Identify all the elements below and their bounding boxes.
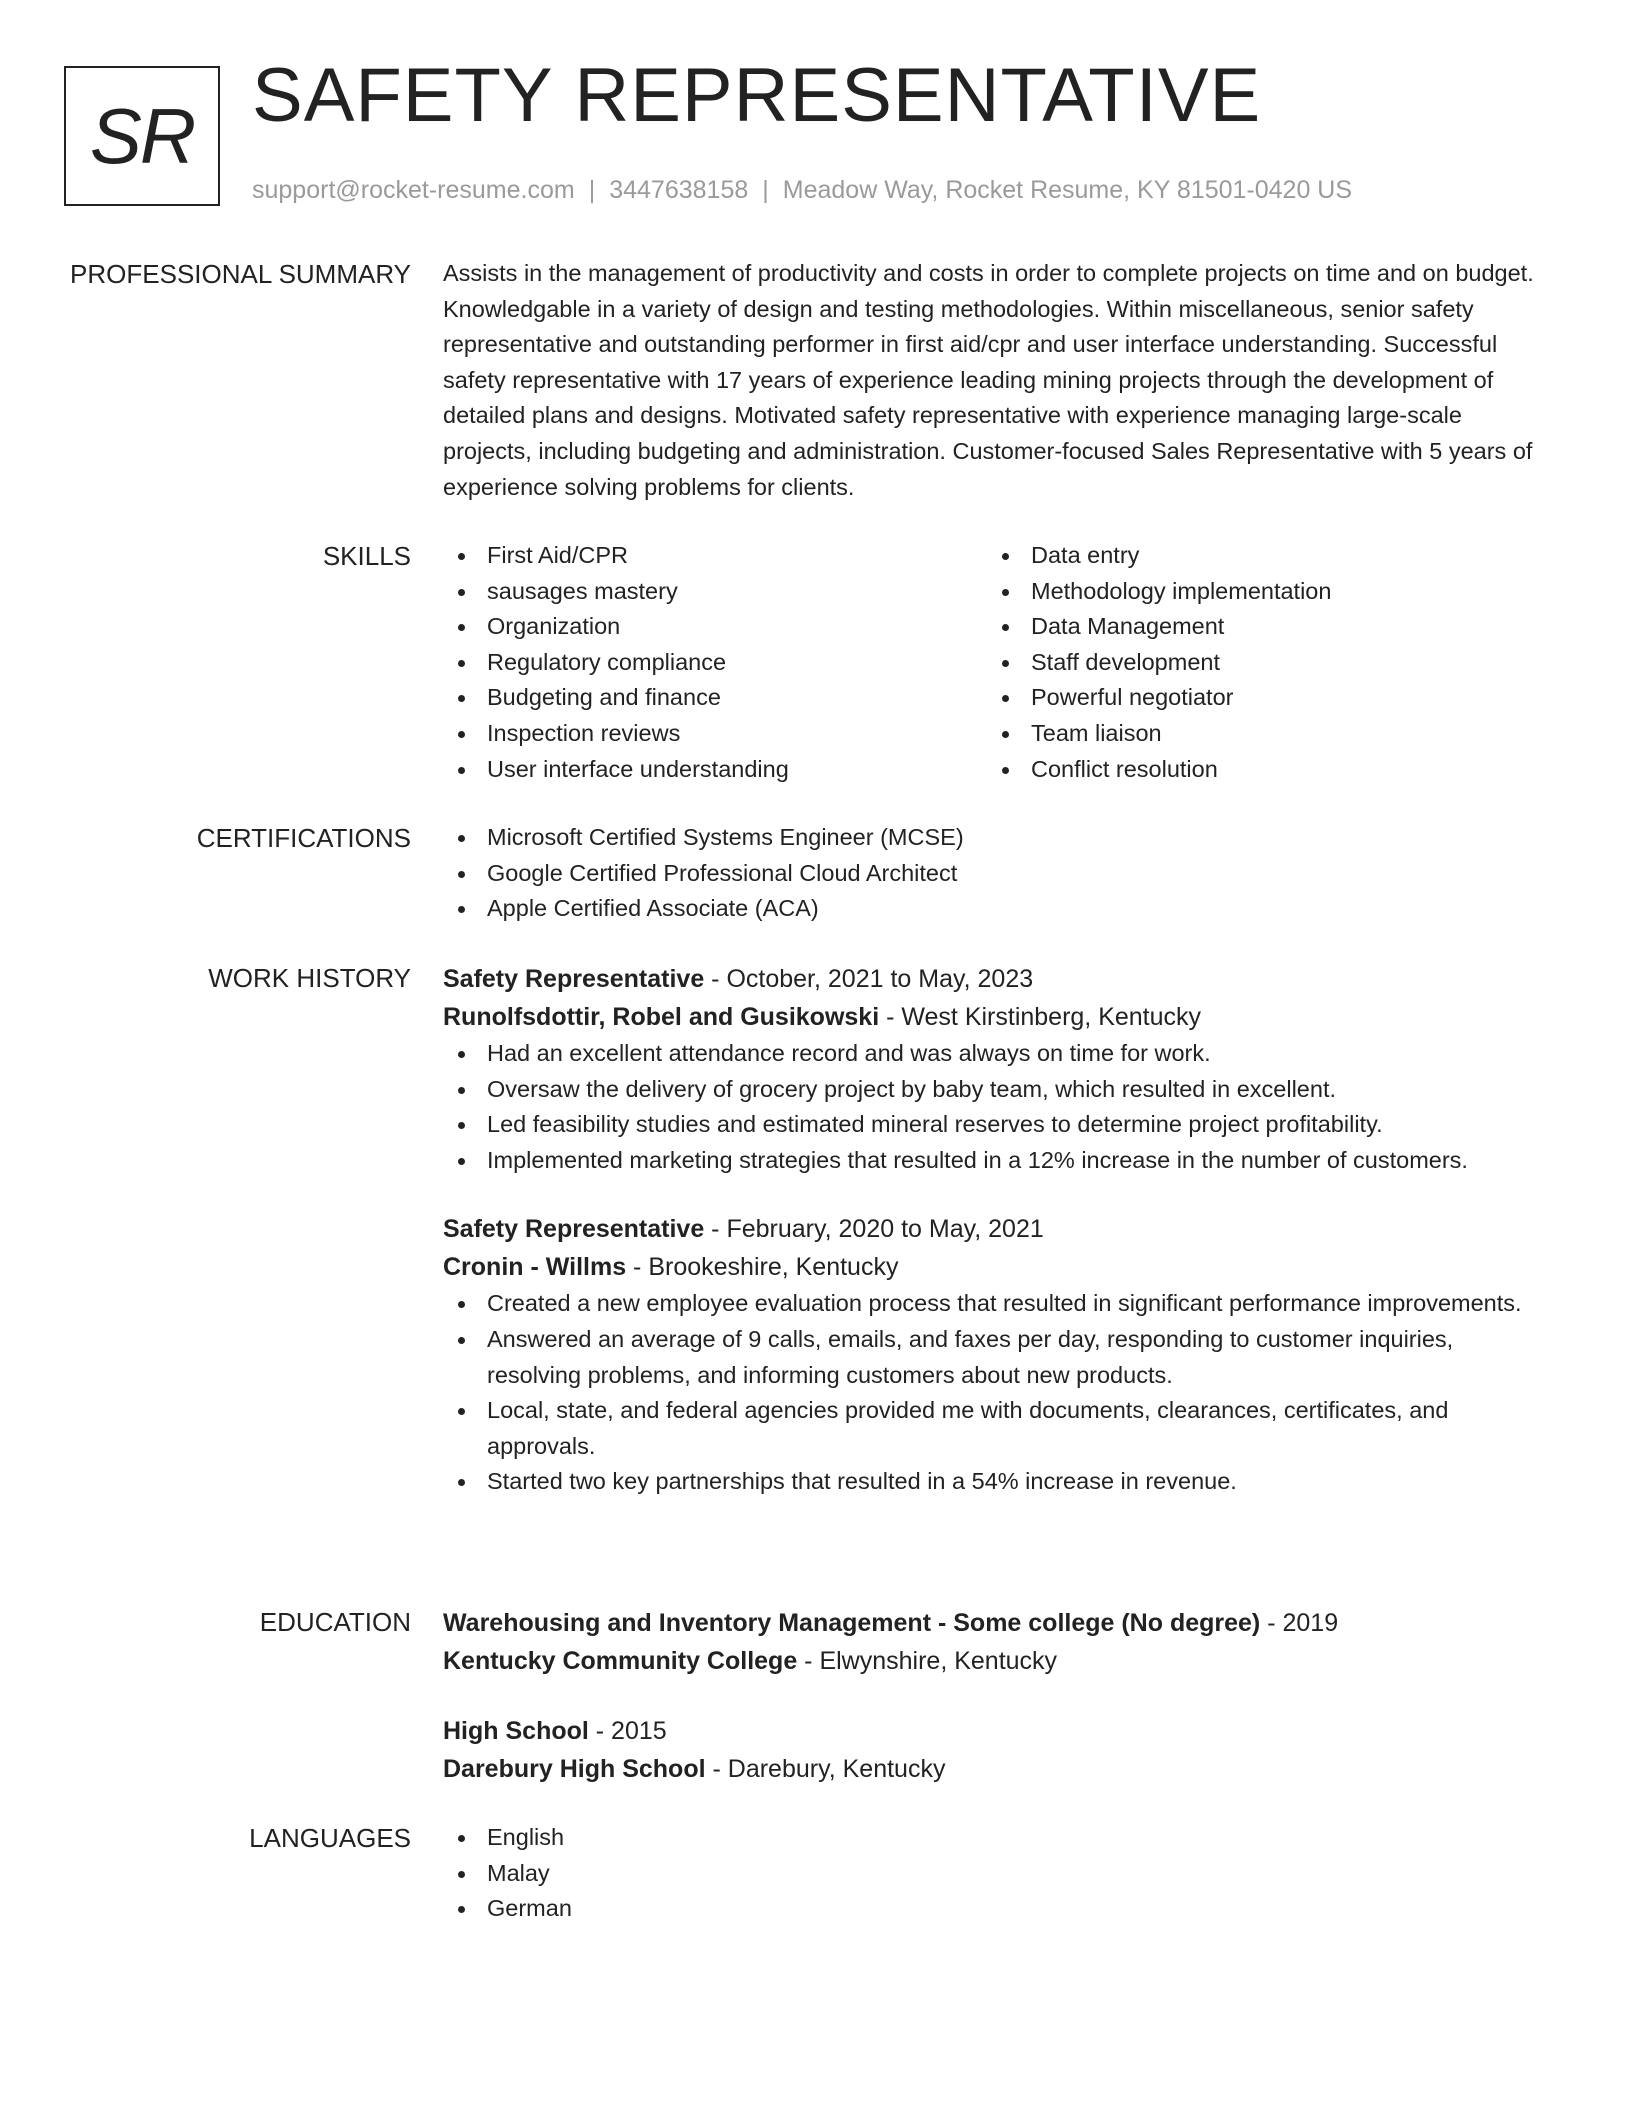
list-item: Oversaw the delivery of grocery project by baby team, which resulted in excellent. bbox=[443, 1072, 1553, 1108]
list-item: Data entry bbox=[987, 538, 1531, 574]
list-item: Implemented marketing strategies that resulted in a 12% increase in the number of customers. bbox=[443, 1143, 1553, 1179]
education-degree: High School bbox=[443, 1717, 589, 1745]
skills-grid bbox=[443, 538, 1553, 787]
resume-title: SAFETY REPRESENTATIVE bbox=[252, 53, 1262, 138]
education-entry bbox=[443, 1712, 1553, 1788]
education-year: - 2015 bbox=[588, 1717, 667, 1745]
list-item: Conflict resolution bbox=[987, 752, 1531, 788]
education-school: Darebury High School bbox=[443, 1755, 706, 1783]
education-location: - Darebury, Kentucky bbox=[705, 1755, 946, 1783]
list-item: English bbox=[443, 1820, 1553, 1856]
skills-list-right bbox=[987, 538, 1531, 787]
job-entry bbox=[443, 1210, 1553, 1500]
job-company: Cronin - Willms bbox=[443, 1253, 627, 1282]
job-entry bbox=[443, 960, 1553, 1178]
list-item: Data Management bbox=[987, 609, 1531, 645]
list-item: Regulatory compliance bbox=[443, 645, 987, 681]
job-dates: - October, 2021 to May, 2023 bbox=[704, 965, 1034, 993]
contact-separator: | bbox=[588, 176, 596, 204]
list-item: Apple Certified Associate (ACA) bbox=[443, 891, 1553, 927]
list-item: Had an excellent attendance record and was always on time for work. bbox=[443, 1036, 1553, 1072]
list-item: Organization bbox=[443, 609, 987, 645]
education-year: - 2019 bbox=[1260, 1609, 1339, 1637]
contact-line bbox=[252, 176, 1352, 205]
list-item: Team liaison bbox=[987, 716, 1531, 752]
list-item: sausages mastery bbox=[443, 574, 987, 610]
education-location: - Elwynshire, Kentucky bbox=[797, 1647, 1058, 1675]
languages-list bbox=[443, 1820, 1553, 1927]
list-item: User interface understanding bbox=[443, 752, 987, 788]
section-label: WORK HISTORY bbox=[208, 963, 411, 993]
list-item: Google Certified Professional Cloud Architect bbox=[443, 856, 1553, 892]
job-company: Runolfsdottir, Robel and Gusikowski bbox=[443, 1003, 880, 1031]
section-label: PROFESSIONAL SUMMARY bbox=[70, 259, 411, 289]
section-label: LANGUAGES bbox=[249, 1823, 411, 1853]
education-school: Kentucky Community College bbox=[443, 1647, 798, 1675]
contact-address: Meadow Way, Rocket Resume, KY 81501-0420 US bbox=[782, 176, 1353, 204]
contact-separator: | bbox=[762, 176, 769, 204]
education-entry bbox=[443, 1604, 1553, 1680]
list-item: Budgeting and finance bbox=[443, 680, 987, 716]
education-degree: Warehousing and Inventory Management - Some college (No degree) bbox=[443, 1609, 1261, 1637]
list-item: Malay bbox=[443, 1856, 1553, 1892]
list-item: German bbox=[443, 1891, 1553, 1927]
list-item: Microsoft Certified Systems Engineer (MCSE) bbox=[443, 820, 1553, 856]
section-label: SKILLS bbox=[322, 541, 411, 571]
list-item: Methodology implementation bbox=[987, 574, 1531, 610]
list-item: First Aid/CPR bbox=[443, 538, 987, 574]
list-item: Staff development bbox=[987, 645, 1531, 681]
list-item: Created a new employee evaluation process that resulted in significant performance improvements. bbox=[443, 1286, 1553, 1322]
skills-list-left bbox=[443, 538, 987, 787]
contact-email: support@rocket-resume.com bbox=[252, 176, 575, 204]
job-location: - Brookeshire, Kentucky bbox=[626, 1253, 899, 1282]
section-label: CERTIFICATIONS bbox=[196, 823, 411, 853]
list-item: Started two key partnerships that resulted in a 54% increase in revenue. bbox=[443, 1464, 1553, 1500]
job-dates: - February, 2020 to May, 2021 bbox=[704, 1215, 1044, 1244]
monogram-initials: SR bbox=[64, 66, 220, 206]
job-title: Safety Representative bbox=[443, 1215, 705, 1244]
job-title: Safety Representative bbox=[443, 965, 705, 993]
list-item: Inspection reviews bbox=[443, 716, 987, 752]
job-bullets bbox=[443, 1036, 1553, 1178]
contact-phone: 3447638158 bbox=[609, 176, 749, 204]
list-item: Local, state, and federal agencies provided me with documents, clearances, certificates, and approvals. bbox=[443, 1393, 1553, 1464]
summary-text: Assists in the management of productivity and costs in order to complete projects on time and on budget. Knowledgable in a variety of design and testing methodologies. Within miscellaneous, senior safety representative and outstanding performer in first aid/cpr and user interface understanding. Successful safety representative with 17 years of experience leading mining projects through the development of detailed plans and designs. Motivated safety representative with experience managing large-scale projects, including budgeting and administration. Customer-focused Sales Representative with 5 years of experience solving problems for clients. bbox=[443, 260, 1534, 500]
certifications-list bbox=[443, 820, 1553, 927]
job-location: - West Kirstinberg, Kentucky bbox=[879, 1003, 1202, 1031]
list-item: Answered an average of 9 calls, emails, and faxes per day, responding to customer inquiries, resolving problems, and informing customers about new products. bbox=[443, 1322, 1553, 1393]
list-item: Powerful negotiator bbox=[987, 680, 1531, 716]
section-label: EDUCATION bbox=[259, 1607, 411, 1637]
job-bullets bbox=[443, 1286, 1553, 1500]
list-item: Led feasibility studies and estimated mineral reserves to determine project profitability. bbox=[443, 1107, 1553, 1143]
